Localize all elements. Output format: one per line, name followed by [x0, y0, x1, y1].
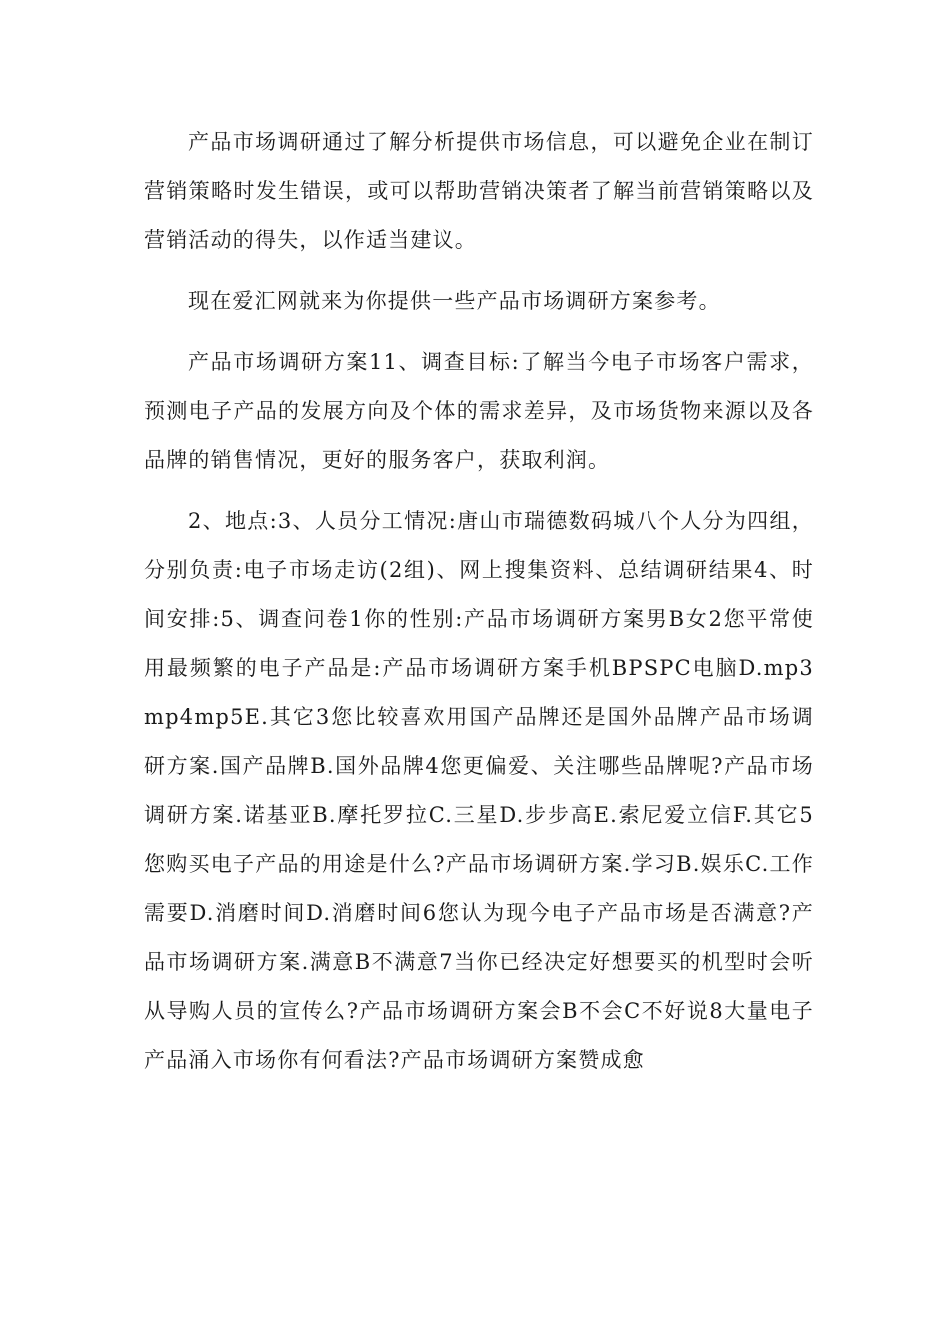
- paragraph-reference: 现在爱汇网就来为你提供一些产品市场调研方案参考。: [188, 289, 721, 313]
- paragraph-objective: 产品市场调研方案11、调查目标:了解当今电子市场客户需求，预测电子产品的发展方向及个体的需求差异，及市场货物来源以及各品牌的销售情况，更好的服务客户，获取利润。: [144, 350, 814, 472]
- paragraph-intro: 产品市场调研通过了解分析提供市场信息，可以避免企业在制订营销策略时发生错误，或可以帮助营销决策者了解当前营销策略以及营销活动的得失，以作适当建议。: [144, 130, 814, 252]
- document-body: [144, 118, 814, 1097]
- paragraph-questionnaire: 2、地点:3、人员分工情况:唐山市瑞德数码城八个人分为四组，分别负责:电子市场走访(2组)、网上搜集资料、总结调研结果4、时间安排:5、调查问卷1你的性别:产品市场调研方案男B女2您平常使用最频繁的电子产品是:产品市场调研方案手机BPSPC电脑D.mp3mp4mp5E.其它3您比较喜欢用国产品牌还是国外品牌产品市场调研方案.国产品牌B.国外品牌4您更偏爱、关注哪些品牌呢?产品市场调研方案.诺基亚B.摩托罗拉C.三星D.步步高E.索尼爱立信F.其它5您购买电子产品的用途是什么?产品市场调研方案.学习B.娱乐C.工作需要D.消磨时间D.消磨时间6您认为现今电子产品市场是否满意?产品市场调研方案.满意B不满意7当你已经决定好想要买的机型时会听从导购人员的宣传么?产品市场调研方案会B不会C不好说8大量电子产品涌入市场你有何看法?产品市场调研方案赞成愈: [144, 509, 814, 1072]
